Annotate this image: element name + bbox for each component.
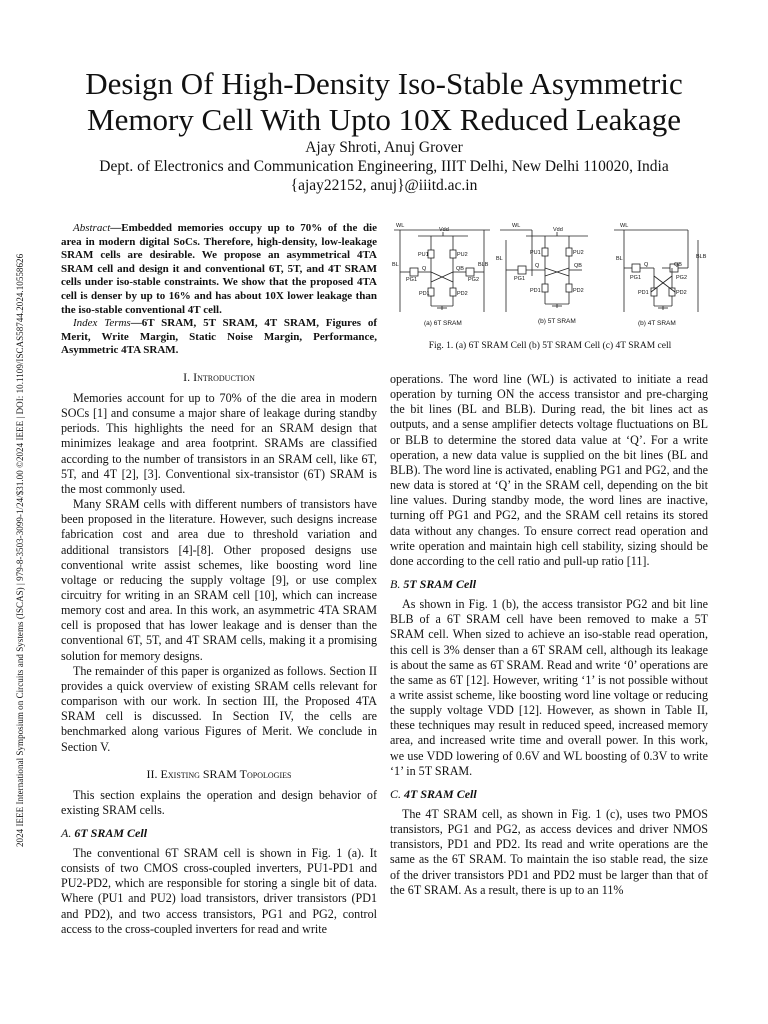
label-pd2-b: PD2 [573, 288, 584, 294]
paper-title [60, 66, 708, 138]
index-terms-label: Index Terms [73, 317, 131, 330]
4t-paragraph-1: The 4T SRAM cell, as shown in Fig. 1 (c), uses two PMOS transistors, PG1 and PG2, as access devices and driver NMOS transistors, PD1 and PD2. Its read and write operations are the same as the 6T SRAM. To maintain the iso stable read, the size of the driver transistors PD1 and PD2 must be larger than that of the 6T SRAM. As a result, there is up to an 11% [390, 806, 708, 897]
subcaption-5t: (b) 5T SRAM [538, 318, 576, 325]
label-bl-c: BL [616, 256, 623, 262]
label-pd2-c: PD2 [676, 290, 687, 296]
sidebar-citation [13, 175, 33, 847]
schematic-6t [394, 230, 490, 312]
abstract-label: Abstract [73, 222, 111, 234]
label-pd1-c: PD1 [638, 290, 649, 296]
existing-paragraph-1: This section explains the operation and design behavior of existing SRAM cells. [61, 787, 377, 817]
label-pd2-a: PD2 [457, 291, 468, 297]
sram-schematics [392, 220, 710, 330]
subcaption-6t: (a) 6T SRAM [424, 320, 462, 327]
6t-paragraph-2: operations. The word line (WL) is activated to initiate a read operation by turning ON the access transistor and pre-charging the bit lines (BL and BLB). During read, the bit lines act as outputs, and a sense amplifier detects voltage fluctuations on BL or BLB to determine the stored data value at ‘Q’. For a write operation, a new data value is supplied on the bit lines (BL and BLB). The word line is activated, enabling PG1 and PG2, and the new data is stored at ‘Q’ in the SRAM cell, depending on the bit line values. During standby mode, the word lines are inactive, turning off PG1 and PG2, and the SRAM cell retains its stored data without any changes. To ensure correct read operation and write operation and maintain high cell stability, sizing should be done according to the cell ratio and pull-up ratio [11]. [390, 372, 708, 568]
label-pg1-b: PG1 [514, 276, 526, 282]
label-pg1-c: PG1 [630, 275, 642, 281]
left-column [61, 222, 377, 937]
label-wl-b: WL [512, 223, 521, 229]
author-email: {ajay22152, anuj}@iiitd.ac.in [290, 177, 478, 194]
label-pg1-a: PG1 [406, 277, 418, 283]
label-wl-a: WL [396, 223, 405, 229]
label-pu1-b: PU1 [530, 250, 541, 256]
sidebar-citation-text: 2024 IEEE International Symposium on Circuits and Systems (ISCAS) | 979-8-3503-3099-1/24/$31.00 ©2024 IEEE | DOI: 10.1109/ISCAS58744.2024.10558626 [15, 253, 25, 847]
subsection-heading-6t: A. 6T SRAM Cell [61, 826, 148, 840]
label-pd1-b: PD1 [530, 288, 541, 294]
subcaption-4t: (b) 4T SRAM [638, 320, 676, 327]
label-q-a: Q [422, 266, 427, 272]
intro-paragraph-1: Memories account for up to 70% of the die area in modern SOCs [1] and consume a major share of leakage during standby periods. This highlights the need for an SRAM design that minimizes leakage and area footprint. SRAMs are classified according to the number of transistors in an SRAM cell, like 6T, 5T, and 4T [2], [3]. Conventional six-transistor (6T) SRAM is the most commonly used. [61, 390, 377, 496]
label-pu1-a: PU1 [418, 252, 429, 258]
5t-paragraph-1: As shown in Fig. 1 (b), the access transistor PG2 and bit line BLB of a 6T SRAM cell have been removed to make a 5T SRAM cell. When sized to achieve an iso-stable read operation, this cell is 3% denser than a 6T SRAM cell, although its leakage is about the same as 6T SRAM. Read and write ‘0’ operations are the same as 6T [12]. However, writing ‘1’ is not possible without a write assist scheme, like boosting word line voltage or reducing the supply voltage VDD [12]. However, as shown in Table II, these techniques may result in reduced speed, increased memory area, and increased write time and overall power. In this work, we use VDD lowering of 0.6V and WL boosting of 0.3V to write ‘1’ in 5T SRAM. [390, 597, 708, 778]
title-line-1: Design Of High-Density Iso-Stable Asymmetric [85, 66, 683, 101]
label-bl-a: BL [392, 262, 399, 268]
index-terms [61, 317, 377, 358]
label-blb-c: BLB [696, 254, 707, 260]
label-q-b: Q [535, 263, 540, 269]
label-qb-a: QB [456, 266, 464, 272]
section-heading-introduction: I. Introduction [183, 369, 255, 384]
abstract [61, 222, 377, 317]
label-wl-c: WL [620, 223, 629, 229]
label-pu2-a: PU2 [457, 252, 468, 258]
schematic-4t [614, 230, 698, 312]
figure-caption: Fig. 1. (a) 6T SRAM Cell (b) 5T SRAM Cell (c) 4T SRAM cell [428, 341, 672, 351]
label-pd1-a: PD1 [419, 291, 430, 297]
intro-paragraph-2: Many SRAM cells with different numbers of transistors have been proposed in the literature. However, such designs increase fabrication cost and area due to threshold variation and additional transistors [4]-[8]. Other proposed designs use conventional write assist schemes, like boosting word line voltage or reducing the supply voltage [9], or use complex circuitry for writing in an SRAM cell [10], which can increase memory cost and area. In this work, an asymmetric 4TA SRAM cell is proposed that has lower leakage and is denser than the conventional 6T, 5T, and 4T SRAM cells, making it a promising solution for memory designs. [61, 497, 377, 663]
label-pg2-a: PG2 [468, 277, 480, 283]
abstract-text: —Embedded memories occupy up to 70% of the die area in modern digital SoCs. Therefore, high-density, low-leakage SRAM cells are desirable. We propose an asymmetrical 4TA SRAM cell and design it and conventional 6T, 5T, and 4T SRAM cells under iso-stable constraints. We show that the proposed 4TA cell is denser by up to 16% and has about 10X lower leakage than the iso-stable conventional 4T cell. [61, 222, 377, 316]
label-q-c: Q [644, 262, 649, 268]
subsection-heading-4t: C. 4T SRAM Cell [390, 786, 477, 801]
subsection-heading-5t: B. 5T SRAM Cell [390, 577, 477, 592]
right-column [390, 372, 708, 898]
author-names: Ajay Shroti, Anuj Grover [305, 139, 463, 156]
author-block [60, 138, 708, 195]
label-qb-b: QB [574, 263, 582, 269]
label-bl-b: BL [496, 256, 503, 262]
schematic-5t [500, 230, 588, 312]
6t-paragraph-1: The conventional 6T SRAM cell is shown in Fig. 1 (a). It consists of two CMOS cross-coupled inverters, PU1-PD1 and PU2-PD2, which are responsible for storing a single bit of data. Where (PU1 and PU2) load transistors, driver transistors (PD1 and PD2), and two access transistors, PG1 and PG2, control access to the cross-coupled inverters for read and write [61, 846, 377, 936]
label-qb-c: QB [674, 262, 682, 268]
title-line-2: Memory Cell With Upto 10X Reduced Leakage [87, 102, 681, 137]
label-pg2-c: PG2 [676, 275, 688, 281]
intro-paragraph-3: The remainder of this paper is organized as follows. Section II provides a quick overview of existing SRAM cells relevant for comparison with our work. In section III, the Proposed 4TA SRAM cell is discussed. In Section IV, the cells are benchmarked along various Figures of Merit. We conclude in Section V. [61, 663, 377, 754]
label-pu2-b: PU2 [573, 250, 584, 256]
index-terms-text: —6T SRAM, 5T SRAM, 4T SRAM, Figures of Merit, Write Margin, Static Noise Margin, Performance, Asymmetric 4TA SRAM. [61, 317, 377, 357]
label-vdd-b: Vdd [553, 227, 563, 233]
author-affiliation: Dept. of Electronics and Communication Engineering, IIIT Delhi, New Delhi 110020, India [99, 158, 669, 175]
label-blb-a: BLB [478, 262, 489, 268]
label-vdd-a: Vdd [439, 227, 449, 233]
section-heading-existing: II. Existing SRAM Topologies [146, 766, 292, 781]
figure-1 [392, 220, 710, 330]
